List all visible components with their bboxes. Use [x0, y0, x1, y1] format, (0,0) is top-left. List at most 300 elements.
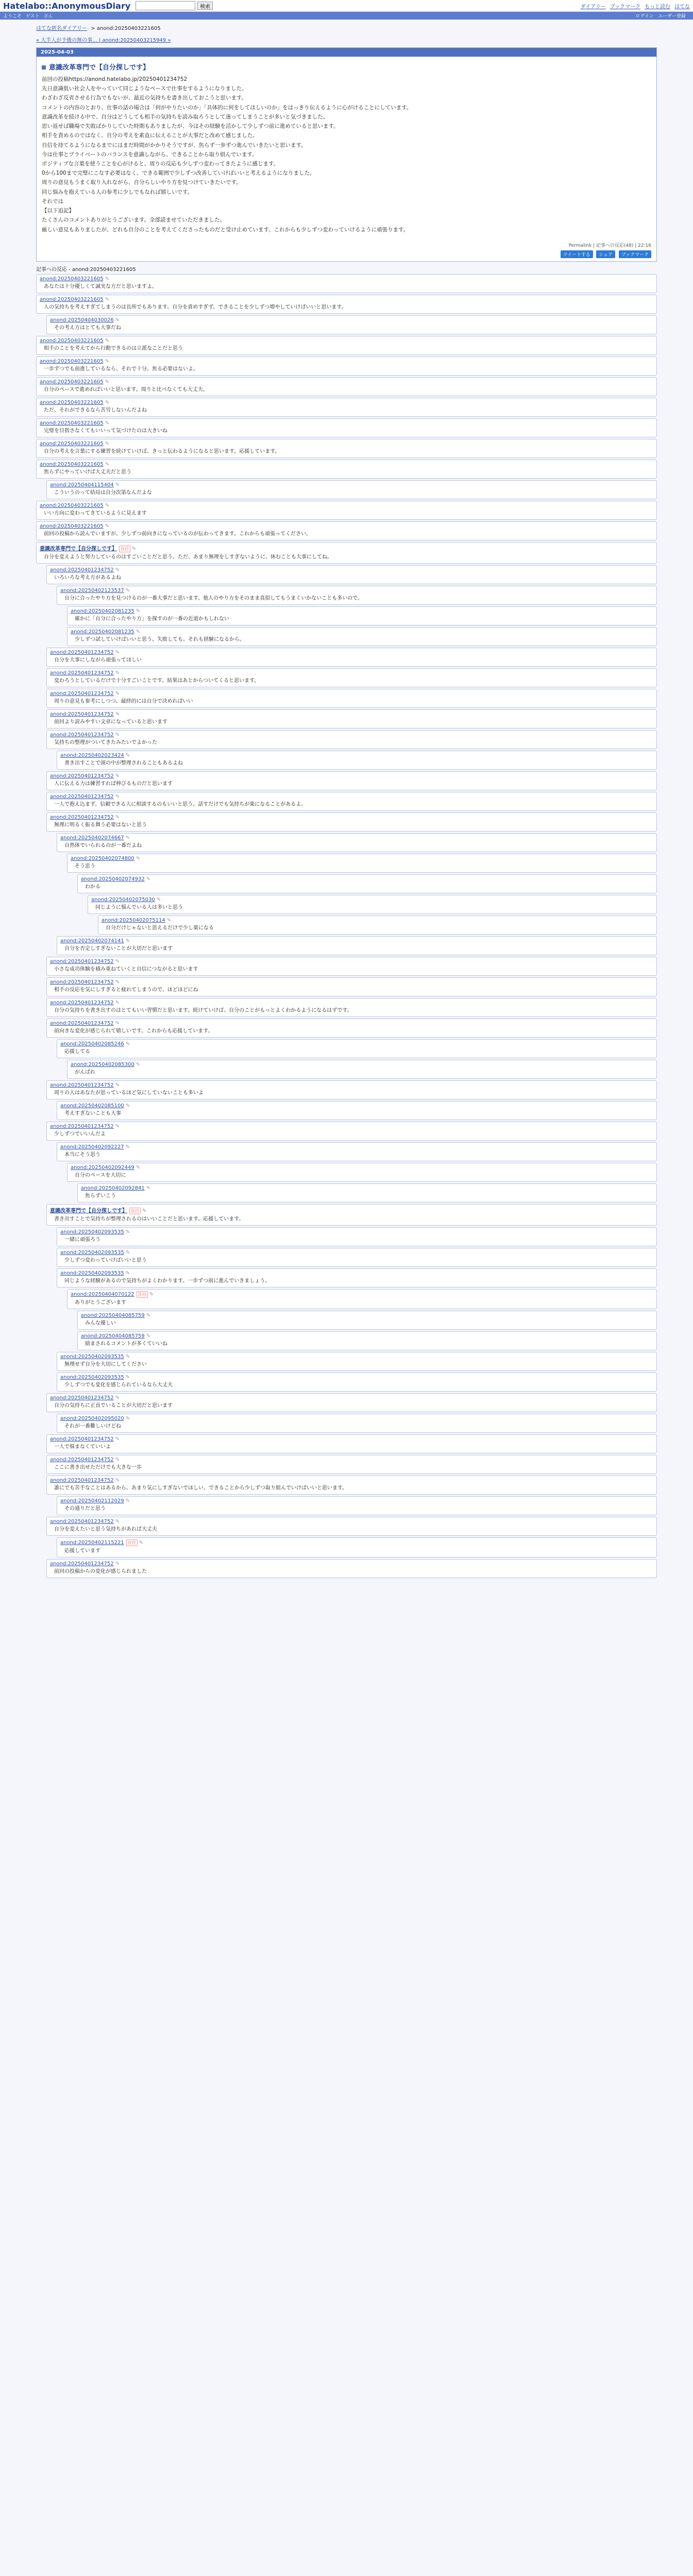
edit-pencil-icon[interactable]: ✎	[105, 296, 110, 302]
edit-pencil-icon[interactable]: ✎	[125, 1270, 130, 1276]
comment-header	[81, 876, 653, 882]
comment-link[interactable]: anond:20250402081235	[71, 608, 134, 614]
comment-link[interactable]: anond:20250402085300	[71, 1061, 134, 1067]
comment-header	[50, 691, 653, 697]
comment-item	[36, 501, 657, 520]
edit-pencil-icon[interactable]: ✎	[115, 1456, 120, 1463]
comment-text: 前向きな変化が感じられて嬉しいです。これからも応援しています。	[54, 1028, 213, 1034]
top-link[interactable]: ダイアリー	[580, 4, 606, 10]
comment-item	[57, 1227, 657, 1246]
edit-pencil-icon[interactable]: ✎	[115, 1123, 120, 1129]
comment-link[interactable]: anond:20250401234752	[50, 1561, 114, 1567]
comment-item	[46, 1517, 657, 1536]
comment-text: 自分に合ったやり方を見つけるのが一番大事だと思います。他人のやり方をそのまま真似してもうまくいかないことも多いので。	[64, 595, 363, 601]
entry-footer[interactable]: Permalink | 記事への反応(48) | 22:16	[568, 243, 651, 248]
edit-pencil-icon[interactable]: ✎	[125, 752, 130, 758]
entry-paragraph: ポジティブな言葉を使うことを心がけると、周りの反応も少しずつ変わってきたように感じます。	[42, 160, 279, 167]
comment-header	[60, 1229, 653, 1235]
edit-pencil-icon[interactable]: ✎	[115, 670, 120, 676]
comment-header	[40, 523, 653, 529]
comment-header	[71, 608, 653, 614]
comment-link[interactable]: anond:20250402085100	[60, 1103, 124, 1109]
edit-pencil-icon[interactable]: ✎	[115, 732, 120, 738]
comment-item	[36, 357, 657, 376]
comment-header	[60, 588, 653, 594]
comment-item	[36, 295, 657, 314]
edit-pencil-icon[interactable]: ✎	[125, 938, 130, 944]
comment-header	[40, 379, 653, 385]
comment-link[interactable]: anond:20250401234752	[50, 1395, 114, 1401]
comment-link[interactable]: anond:20250403221605	[40, 276, 104, 282]
edit-pencil-icon[interactable]: ✎	[125, 1103, 130, 1109]
comment-item	[57, 1248, 657, 1267]
comment-header	[40, 359, 653, 364]
edit-pencil-icon[interactable]: ✎	[136, 629, 141, 635]
entry-paragraph: 相手を責めるのではなく、自分の考えを素直に伝えることが大事だと改めて感じました。	[42, 132, 258, 139]
comment-text: 前回の投稿からの変化が感じられました	[54, 1568, 147, 1574]
comment-header	[81, 1333, 653, 1339]
edit-pencil-icon[interactable]: ✎	[115, 1082, 120, 1088]
comment-item	[57, 1101, 657, 1120]
comment-link[interactable]: anond:20250402023424	[60, 752, 124, 758]
entry-date: 2025-04-03	[37, 48, 656, 57]
share-buttons	[37, 250, 656, 261]
comment-link[interactable]: anond:20250401234752	[50, 690, 114, 697]
comment-link[interactable]: anond:20250401234752	[50, 793, 114, 800]
comment-text: 人の気持ちを考えすぎてしまうのは長所でもあります。自分を責めすぎず、できることを少しずつ増やしていけばいいと思います。	[44, 304, 347, 310]
comment-item	[36, 336, 657, 355]
comment-header	[40, 297, 653, 302]
login-link[interactable]: ログイン	[635, 14, 654, 19]
comment-text: ありがとうございます	[75, 1299, 126, 1306]
comment-link[interactable]: anond:20250401234752	[50, 958, 114, 964]
comment-header	[60, 1041, 653, 1047]
comment-link[interactable]: anond:20250401234752	[50, 979, 114, 985]
comment-text: 気持ちの整理がついてきたみたいでよかった	[54, 739, 157, 745]
comment-link[interactable]: anond:20250402093535	[60, 1353, 124, 1360]
comment-item	[57, 1039, 657, 1058]
comment-header	[50, 979, 653, 985]
top-links	[581, 2, 690, 10]
comment-link[interactable]: anond:20250403221605	[40, 461, 104, 467]
entry-paragraph: 周りの意見もうまく取り入れながら、自分らしいやり方を見つけていきたいです。	[42, 179, 242, 186]
edit-pencil-icon[interactable]: ✎	[105, 440, 110, 447]
comment-text: 自分だけじゃないと思えるだけで少し楽になる	[106, 925, 214, 931]
comment-link[interactable]: anond:20250401234752	[50, 670, 114, 676]
comment-link[interactable]: anond:20250402112029	[60, 1498, 124, 1504]
site-logo[interactable]: Hatelabo::AnonymousDiary	[3, 1, 131, 11]
comment-text: 少しずつ変わっていけばいいと思う	[64, 1257, 147, 1263]
comment-header	[50, 794, 653, 800]
comment-text: わかる	[85, 884, 100, 890]
comment-text: ただ、それができるなら苦労しないんだよね	[44, 407, 147, 413]
attention-badge: 注目	[119, 546, 130, 552]
entry-paragraph: 厳しい意見もありましたが、どれも自分のことを考えてくださったものだと受け止めています。これからも少しずつ変わっていけるように頑張ります。	[42, 226, 409, 233]
comment-item	[46, 957, 657, 976]
comment-link[interactable]: anond:20250402074800	[71, 855, 134, 861]
comment-link[interactable]: anond:20250401234752	[50, 1456, 114, 1463]
edit-pencil-icon[interactable]: ✎	[136, 1061, 141, 1067]
entry-paragraph[interactable]: 前回の投稿https://anond.hatelabo.jp/20250401234752	[42, 76, 188, 82]
comment-link[interactable]: anond:20250401234752	[50, 1123, 114, 1129]
edit-pencil-icon[interactable]: ✎	[136, 608, 141, 614]
edit-pencil-icon[interactable]: ✎	[115, 979, 120, 985]
edit-pencil-icon[interactable]: ✎	[125, 587, 130, 594]
comment-item	[77, 1311, 657, 1330]
comment-header	[40, 338, 653, 344]
entry-paragraph: 同じ悩みを抱えている人の参考に少しでもなれば嬉しいです。	[42, 189, 193, 195]
comment-header	[50, 815, 653, 820]
comment-link[interactable]: anond:20250401234752	[50, 1436, 114, 1442]
comment-text: 前回より読みやすい文章になっていると思います	[54, 719, 167, 725]
comment-item	[46, 812, 657, 832]
comment-text: 相手の反応を気にしすぎると疲れてしまうので、ほどほどにね	[54, 987, 198, 993]
edit-pencil-icon[interactable]: ✎	[125, 1415, 130, 1421]
comment-header	[81, 1185, 653, 1191]
comment-text: 自分を否定しすぎないことが大切だと思います	[64, 945, 173, 952]
comment-link[interactable]: anond:20250402093535	[60, 1249, 124, 1256]
pagination	[0, 36, 693, 47]
edit-pencil-icon[interactable]: ✎	[132, 546, 137, 552]
title-square-icon	[42, 65, 46, 70]
edit-pencil-icon[interactable]: ✎	[115, 1436, 120, 1442]
comment-link[interactable]: anond:20250401234752	[50, 567, 114, 573]
edit-pencil-icon[interactable]: ✎	[105, 502, 110, 509]
comment-link[interactable]: anond:20250403221605	[40, 399, 104, 405]
comment-link[interactable]: anond:20250402081235	[71, 629, 134, 635]
entry-paragraph: たくさんのコメントありがとうございます。全部読ませていただきました。	[42, 217, 226, 224]
edit-pencil-icon[interactable]: ✎	[115, 773, 120, 779]
comment-link[interactable]: anond:20250401234752	[50, 649, 114, 655]
comment-header	[50, 1561, 653, 1567]
comment-header	[40, 400, 653, 405]
comment-header	[50, 650, 653, 655]
comment-link[interactable]: anond:20250401234752	[50, 1518, 114, 1524]
edit-pencil-icon[interactable]: ✎	[115, 649, 120, 655]
comment-link[interactable]: anond:20250404030026	[50, 317, 114, 323]
comment-text: 同じような経験があるので気持ちがよくわかります。一歩ずつ前に進んでいきましょう。	[64, 1278, 271, 1284]
comment-item	[67, 627, 657, 646]
comment-header	[50, 482, 653, 488]
comment-item	[46, 1204, 657, 1226]
comment-text: 自分の気持ちを書き出すのはとてもいい習慣だと思います。続けていけば、自分のことがもっとよくわかるようになるはずです。	[54, 1007, 352, 1013]
search-input[interactable]	[136, 1, 195, 10]
comment-header	[50, 567, 653, 573]
comment-header	[40, 420, 653, 426]
comment-header	[40, 462, 653, 467]
edit-pencil-icon[interactable]: ✎	[115, 999, 120, 1006]
comment-link[interactable]: anond:20250403221605	[40, 379, 104, 385]
comment-link[interactable]: anond:20250402075114	[102, 917, 165, 923]
signup-link[interactable]: ユーザー登録	[657, 14, 686, 19]
edit-pencil-icon[interactable]: ✎	[146, 1333, 151, 1339]
comment-link[interactable]: anond:20250402093535	[60, 1229, 124, 1235]
edit-pencil-icon[interactable]: ✎	[149, 1291, 154, 1297]
entry-text	[42, 76, 651, 234]
comment-item	[57, 1414, 657, 1433]
comment-item	[57, 1537, 657, 1557]
comment-header	[50, 1519, 653, 1524]
tweet-button[interactable]: ツイートする	[561, 250, 593, 258]
comment-link[interactable]: anond:20250402092227	[60, 1144, 124, 1150]
comment-text: 自然体でいられるのが一番だよね	[64, 842, 142, 849]
comment-link[interactable]: anond:20250401234752	[50, 732, 114, 738]
comment-header	[60, 753, 653, 758]
entry-paragraph: 思い返せば職場で失敗ばかりしていた時期もありましたが、今はその経験を活かして少しずつ前に進めていると思います。	[42, 123, 339, 130]
comment-header	[50, 711, 653, 717]
comment-item	[46, 480, 657, 499]
edit-pencil-icon[interactable]: ✎	[105, 337, 110, 344]
comment-text: 前回の投稿から読んでいますが、少しずつ前向きになっているのが伝わってきます。これからも頑張ってください。	[44, 531, 312, 537]
edit-pencil-icon[interactable]: ✎	[115, 793, 120, 800]
comment-item	[46, 1455, 657, 1474]
edit-pencil-icon[interactable]: ✎	[156, 896, 161, 903]
comment-link[interactable]: anond:20250403221605	[40, 337, 104, 344]
entry-title-text: 意識改革専門で【自分探しです】	[49, 64, 150, 72]
edit-pencil-icon[interactable]: ✎	[125, 1498, 130, 1504]
comment-link[interactable]: anond:20250401234752	[50, 1020, 114, 1026]
comment-link[interactable]: anond:20250403221605	[40, 440, 104, 447]
edit-pencil-icon[interactable]: ✎	[115, 1561, 120, 1567]
edit-pencil-icon[interactable]: ✎	[105, 523, 110, 529]
comment-item	[46, 771, 657, 790]
comment-link[interactable]: anond:20250402092449	[71, 1164, 134, 1171]
comment-text: 変わろうとしているだけで十分すごいことです。結果はあとからついてくると思います。	[54, 677, 260, 684]
comment-link[interactable]: anond:20250404085759	[81, 1333, 145, 1339]
comment-text: 考えすぎないことも大事	[64, 1110, 121, 1116]
comment-item	[46, 1122, 657, 1141]
comment-item	[57, 1496, 657, 1515]
comment-item	[67, 854, 657, 873]
edit-pencil-icon[interactable]: ✎	[166, 917, 172, 923]
comment-link[interactable]: anond:20250404085759	[81, 1312, 145, 1318]
comment-header	[71, 629, 653, 635]
comment-item	[57, 1142, 657, 1161]
comment-text: 少しずつ試していけばいいと思う。失敗しても、それも経験になるから。	[75, 636, 245, 642]
edit-pencil-icon[interactable]: ✎	[125, 1249, 130, 1256]
edit-pencil-icon[interactable]: ✎	[115, 482, 120, 488]
comment-header	[60, 1375, 653, 1380]
comment-text: 自分のペースを大切に	[75, 1172, 126, 1178]
comment-text: こういうのって結局は自分次第なんだよな	[54, 489, 152, 496]
comment-link[interactable]: anond:20250402093535	[60, 1270, 124, 1276]
breadcrumb-home[interactable]: はてな匿名ダイアリー	[36, 26, 88, 31]
comment-link[interactable]: anond:20250402074667	[60, 835, 124, 841]
comment-text: 人に伝える力は練習すれば伸びるものだと思います	[54, 781, 173, 787]
edit-pencil-icon[interactable]: ✎	[105, 358, 110, 364]
comment-item	[46, 689, 657, 708]
edit-pencil-icon[interactable]: ✎	[136, 855, 141, 861]
comment-item	[36, 418, 657, 437]
comment-tree	[36, 274, 657, 1578]
comment-link[interactable]: anond:20250401234752	[50, 999, 114, 1006]
comment-link[interactable]: anond:20250403221605	[40, 358, 104, 364]
comment-link[interactable]: anond:20250403221605	[40, 420, 104, 426]
comment-item	[67, 1289, 657, 1309]
comment-item	[46, 730, 657, 749]
comment-link[interactable]: anond:20250402095020	[60, 1415, 124, 1421]
comment-header	[50, 1206, 653, 1214]
comment-header	[60, 938, 653, 944]
edit-pencil-icon[interactable]: ✎	[115, 1020, 120, 1026]
comment-item	[46, 565, 657, 584]
comment-link[interactable]: anond:20250403221605	[40, 296, 104, 302]
comment-item	[46, 977, 657, 996]
comment-link[interactable]: anond:20250402093535	[60, 1374, 124, 1380]
comment-link[interactable]: anond:20250401234752	[50, 1477, 114, 1483]
comment-item	[46, 668, 657, 687]
edit-pencil-icon[interactable]: ✎	[142, 1208, 147, 1214]
edit-pencil-icon[interactable]: ✎	[115, 1518, 120, 1524]
comment-item	[77, 874, 657, 893]
comment-link[interactable]: anond:20250402123537	[60, 587, 124, 594]
edit-pencil-icon[interactable]: ✎	[125, 1041, 130, 1047]
comment-item	[36, 521, 657, 540]
comment-header	[60, 835, 653, 841]
comment-item	[46, 1019, 657, 1038]
comment-text: それが一番難しいけどね	[64, 1423, 121, 1429]
comment-text: 一人で抱え込まず、信頼できる人に相談するのもいいと思う。話すだけでも気持ちが楽になることがあるよ。	[54, 801, 307, 807]
pagination-links[interactable]: « 大半人が予後の無の事... | anond:20250403215949 »	[36, 38, 171, 43]
comment-link[interactable]: anond:20250401234752	[50, 814, 114, 820]
comment-link[interactable]: 意識改革専門で【自分探しです】	[50, 1208, 127, 1214]
comment-text: 確かに「自分に合ったやり方」を探すのが一番の近道かもしれない	[75, 616, 229, 622]
diary-entry	[36, 47, 657, 262]
edit-pencil-icon[interactable]: ✎	[115, 711, 120, 717]
comment-header	[50, 1000, 653, 1006]
edit-pencil-icon[interactable]: ✎	[146, 1185, 151, 1191]
comment-text: 応援してる	[64, 1048, 90, 1055]
edit-pencil-icon[interactable]: ✎	[125, 835, 130, 841]
comment-link[interactable]: anond:20250404115404	[50, 482, 114, 488]
comment-item	[36, 439, 657, 458]
edit-pencil-icon[interactable]: ✎	[115, 317, 120, 323]
comment-link[interactable]: anond:20250403221605	[40, 523, 104, 529]
comment-item	[57, 833, 657, 852]
comment-header	[50, 317, 653, 323]
comment-link[interactable]: anond:20250403221605	[40, 502, 104, 509]
entry-paragraph: 先日意識低い社会人をやっていて同じようなペースで仕事をするようになりました。	[42, 86, 247, 92]
edit-pencil-icon[interactable]: ✎	[125, 1374, 130, 1380]
comment-item	[57, 1352, 657, 1371]
bookmark-button[interactable]: ブックマーク	[619, 250, 651, 258]
edit-pencil-icon[interactable]: ✎	[115, 690, 120, 697]
edit-pencil-icon[interactable]: ✎	[105, 379, 110, 385]
entry-paragraph: 意識改革を続ける中で、自分はどうしても相手の気持ちを読み取ろうとして迷ってしまうことが多いと気づきました。	[42, 113, 329, 120]
comment-item	[57, 936, 657, 955]
edit-pencil-icon[interactable]: ✎	[125, 1353, 130, 1360]
top-link[interactable]: はてな	[674, 4, 690, 10]
comment-item	[57, 586, 657, 605]
nav-item: ゲスト	[26, 14, 40, 19]
comment-header	[60, 1270, 653, 1276]
nav-item: さん	[43, 14, 53, 19]
breadcrumb-current: anond:20250403221605	[96, 26, 161, 31]
search-button[interactable]: 検索	[197, 2, 213, 10]
comment-link[interactable]: 意識改革専門で【自分探しです】	[40, 546, 117, 552]
comment-item	[46, 1559, 657, 1578]
comment-item	[46, 1080, 657, 1099]
entry-paragraph: 自信を持てるようになるまでにはまだ時間がかかりそうですが、焦らず一歩ずつ進んでいきたいと思います。	[42, 142, 307, 148]
comment-text: あなたは十分優しくて誠実な方だと思いますよ。	[44, 283, 157, 290]
comment-text: 一人で悩まなくていいよ	[54, 1444, 111, 1450]
comment-header	[71, 856, 653, 861]
edit-pencil-icon[interactable]: ✎	[105, 461, 110, 467]
edit-pencil-icon[interactable]: ✎	[139, 1539, 144, 1546]
edit-pencil-icon[interactable]: ✎	[115, 567, 120, 573]
comment-header	[71, 1062, 653, 1067]
comment-link[interactable]: anond:20250404070122	[71, 1291, 134, 1297]
comment-text: 励まされるコメントが多くていいね	[85, 1341, 167, 1347]
edit-pencil-icon[interactable]: ✎	[115, 1477, 120, 1483]
comment-header	[50, 959, 653, 964]
comment-text: がんばれ	[75, 1069, 95, 1075]
comment-item	[67, 1163, 657, 1182]
comment-text: 焦らずにやっていけば大丈夫だと思う	[44, 469, 131, 475]
comment-header	[40, 544, 653, 552]
edit-pencil-icon[interactable]: ✎	[115, 1395, 120, 1401]
comment-header	[40, 276, 653, 282]
comment-link[interactable]: anond:20250401234752	[50, 711, 114, 717]
edit-pencil-icon[interactable]: ✎	[146, 1312, 151, 1318]
comment-text: 自分を変えようと努力しているのはすごいことだと思う。ただ、あまり無理をしすぎないように、休むことも大事にしてね。	[44, 554, 332, 560]
comment-link[interactable]: anond:20250401234752	[50, 1082, 114, 1088]
top-link[interactable]: ブックマーク	[610, 4, 640, 10]
edit-pencil-icon[interactable]: ✎	[146, 876, 151, 882]
edit-pencil-icon[interactable]: ✎	[115, 958, 120, 964]
comment-text: その考え方はとても大事だね	[54, 325, 121, 331]
edit-pencil-icon[interactable]: ✎	[125, 1229, 130, 1235]
comment-link[interactable]: anond:20250402085246	[60, 1041, 124, 1047]
comment-item	[46, 1393, 657, 1412]
comment-link[interactable]: anond:20250402074932	[81, 876, 145, 882]
top-link[interactable]: もっと読む	[645, 4, 670, 10]
edit-pencil-icon[interactable]: ✎	[105, 420, 110, 426]
edit-pencil-icon[interactable]: ✎	[105, 276, 110, 282]
entry-title[interactable]	[42, 62, 651, 72]
comment-link[interactable]: anond:20250402092841	[81, 1185, 145, 1191]
comment-item	[57, 751, 657, 770]
edit-pencil-icon[interactable]: ✎	[115, 814, 120, 820]
comment-header	[50, 670, 653, 676]
share-button[interactable]: シェア	[596, 250, 615, 258]
edit-pencil-icon[interactable]: ✎	[125, 1144, 130, 1150]
comment-item	[46, 1434, 657, 1453]
comment-text: 応援しています	[64, 1548, 100, 1554]
edit-pencil-icon[interactable]: ✎	[136, 1164, 141, 1171]
comment-item	[36, 398, 657, 417]
comment-header	[60, 1250, 653, 1256]
comment-header	[50, 1021, 653, 1026]
comment-header	[60, 1416, 653, 1421]
comment-link[interactable]: anond:20250402115221	[60, 1539, 124, 1546]
comment-header	[60, 1144, 653, 1150]
comment-link[interactable]: anond:20250402074141	[60, 938, 124, 944]
comment-link[interactable]: anond:20250401234752	[50, 773, 114, 779]
comment-header	[81, 1313, 653, 1318]
comment-link[interactable]: anond:20250402075030	[91, 896, 155, 903]
comment-item	[77, 1183, 657, 1202]
comment-item	[98, 916, 657, 935]
comment-text: 焦らずいこう	[85, 1193, 116, 1199]
edit-pencil-icon[interactable]: ✎	[105, 399, 110, 405]
comment-header	[102, 918, 653, 923]
comment-header	[40, 441, 653, 447]
comment-text: 一歩ずつでも前進しているなら、それで十分。焦る必要はないよ。	[44, 366, 198, 372]
comment-header	[50, 1457, 653, 1463]
comment-item	[67, 606, 657, 625]
comment-text: 自分を大事にしながら頑張ってほしい	[54, 657, 142, 663]
